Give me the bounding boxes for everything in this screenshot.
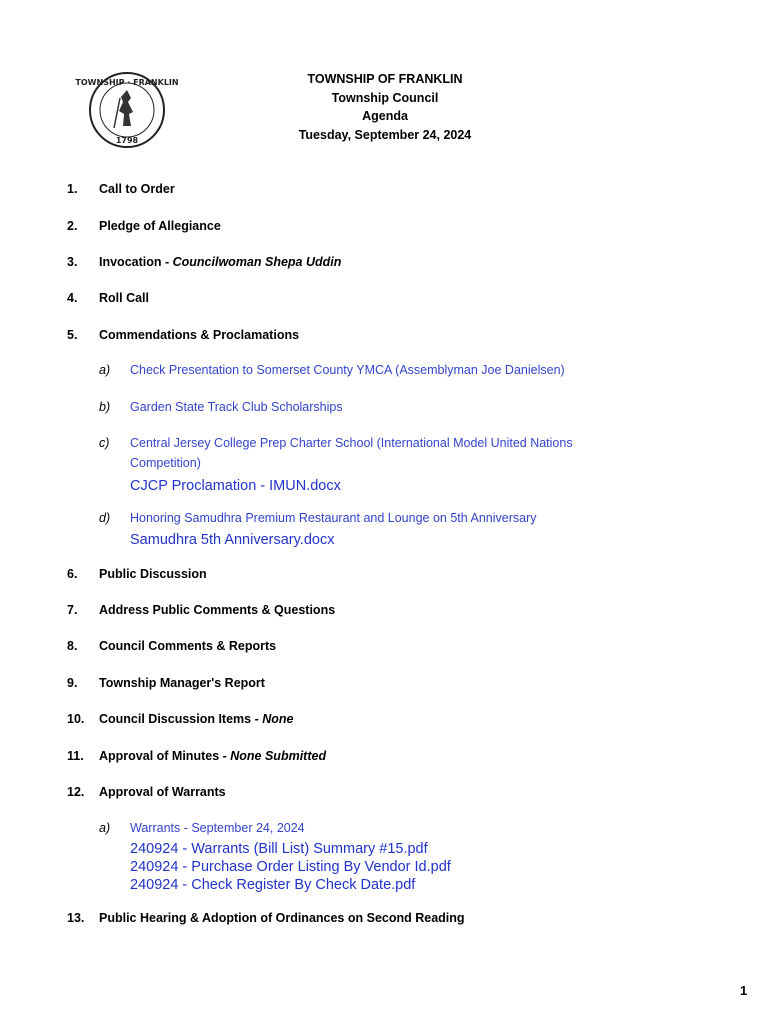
item-label: Approval of Minutes - bbox=[99, 749, 231, 763]
agenda-item-6 bbox=[67, 566, 207, 582]
attachment-warrants-summary[interactable]: 240924 - Warrants (Bill List) Summary #15.pdf bbox=[130, 841, 428, 857]
commendation-d bbox=[99, 509, 537, 529]
item-label: Public Discussion bbox=[99, 567, 207, 581]
commendation-link[interactable]: Central Jersey College Prep Charter School (International Model United Nations Competition) bbox=[130, 436, 573, 470]
agenda-item-9 bbox=[67, 675, 265, 691]
item-number: 13. bbox=[67, 911, 85, 925]
commendation-link[interactable]: Garden State Track Club Scholarships bbox=[130, 400, 343, 414]
item-label: Public Hearing & Adoption of Ordinances on Second Reading bbox=[99, 911, 465, 925]
agenda-item-11 bbox=[67, 748, 326, 764]
item-label: Address Public Comments & Questions bbox=[99, 603, 336, 617]
item-label: Approval of Warrants bbox=[99, 785, 226, 799]
warrants-link[interactable]: Warrants - September 24, 2024 bbox=[130, 821, 305, 835]
attachment-samudhra[interactable]: Samudhra 5th Anniversary.docx bbox=[130, 532, 335, 548]
warrants-a bbox=[99, 819, 305, 839]
item-note: Councilwoman Shepa Uddin bbox=[172, 255, 342, 269]
item-label: Township Manager's Report bbox=[99, 676, 265, 690]
seal-top-text: TOWNSHIP · FRANKLIN bbox=[75, 78, 179, 87]
attachment-purchase-order[interactable]: 240924 - Purchase Order Listing By Vendor Id.pdf bbox=[130, 859, 451, 875]
agenda-item-2 bbox=[67, 218, 221, 234]
item-label: Call to Order bbox=[99, 182, 175, 196]
township-seal bbox=[75, 70, 179, 150]
commendation-c bbox=[99, 434, 630, 473]
agenda-item-7 bbox=[67, 602, 335, 618]
header-agenda: Agenda bbox=[362, 109, 408, 123]
sub-letter: d) bbox=[99, 511, 111, 525]
item-number: 3. bbox=[67, 255, 78, 269]
item-number: 9. bbox=[67, 676, 78, 690]
header-date: Tuesday, September 24, 2024 bbox=[298, 127, 472, 142]
commendation-link[interactable]: Check Presentation to Somerset County YMCA (Assemblyman Joe Danielsen) bbox=[130, 363, 565, 377]
item-number: 6. bbox=[67, 567, 78, 581]
item-number: 2. bbox=[67, 219, 78, 233]
item-number: 8. bbox=[67, 639, 78, 653]
commendation-link[interactable]: Honoring Samudhra Premium Restaurant and Lounge on 5th Anniversary bbox=[130, 511, 537, 525]
item-number: 4. bbox=[67, 291, 78, 305]
header-township: TOWNSHIP OF FRANKLIN bbox=[307, 72, 463, 86]
commendation-a bbox=[99, 361, 565, 381]
item-note: None bbox=[262, 712, 294, 726]
agenda-item-3 bbox=[67, 254, 341, 270]
sub-letter: c) bbox=[99, 436, 110, 450]
item-label: Council Comments & Reports bbox=[99, 639, 277, 653]
item-label: Invocation - bbox=[99, 255, 173, 269]
header-council: Township Council bbox=[331, 90, 439, 105]
sub-letter: a) bbox=[99, 821, 111, 835]
agenda-item-4 bbox=[67, 290, 149, 306]
agenda-item-10 bbox=[67, 711, 293, 727]
item-label: Commendations & Proclamations bbox=[99, 328, 300, 342]
seal-year: 1798 bbox=[115, 136, 139, 145]
item-label: Roll Call bbox=[99, 291, 150, 305]
sub-letter: a) bbox=[99, 363, 111, 377]
item-label: Pledge of Allegiance bbox=[99, 219, 221, 233]
item-number: 12. bbox=[67, 785, 85, 799]
item-number: 11. bbox=[67, 749, 84, 763]
agenda-item-13 bbox=[67, 910, 465, 926]
attachment-cjcp[interactable]: CJCP Proclamation - IMUN.docx bbox=[130, 478, 341, 494]
item-number: 10. bbox=[67, 712, 85, 726]
agenda-item-5 bbox=[67, 327, 299, 343]
item-number: 7. bbox=[67, 603, 78, 617]
page-number: 1 bbox=[740, 983, 748, 998]
agenda-item-12 bbox=[67, 784, 226, 800]
item-label: Council Discussion Items - bbox=[99, 712, 263, 726]
commendation-b bbox=[99, 398, 343, 418]
item-note: None Submitted bbox=[230, 749, 327, 763]
agenda-item-8 bbox=[67, 638, 276, 654]
item-number: 1. bbox=[67, 182, 78, 196]
agenda-header bbox=[230, 70, 540, 144]
sub-letter: b) bbox=[99, 400, 111, 414]
agenda-item-1 bbox=[67, 181, 175, 197]
item-number: 5. bbox=[67, 328, 78, 342]
attachment-check-register[interactable]: 240924 - Check Register By Check Date.pdf bbox=[130, 877, 416, 893]
